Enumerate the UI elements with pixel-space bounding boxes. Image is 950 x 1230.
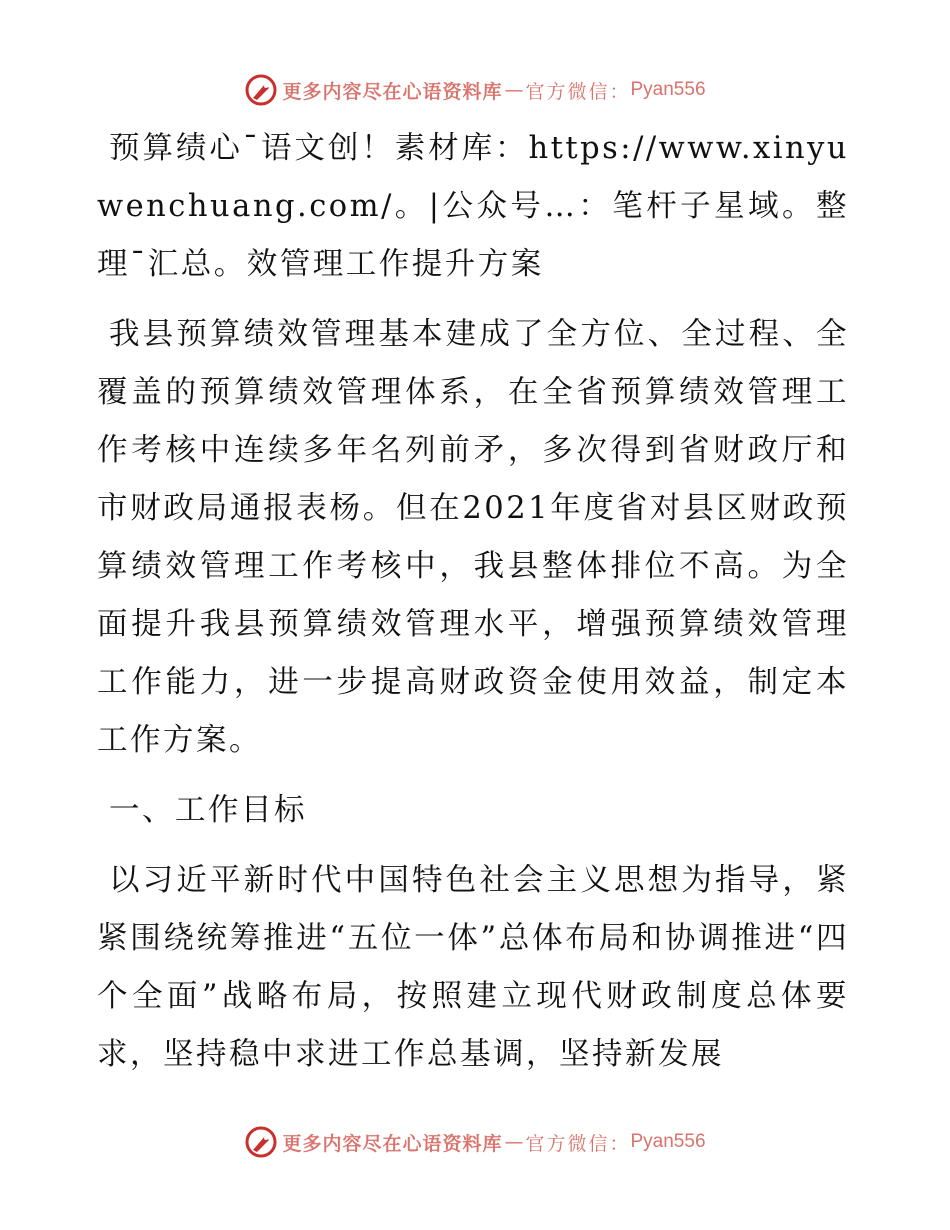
banner-slogan: 更多内容尽在心语资料库 — [282, 80, 503, 103]
banner-official-label: 官方微信： — [525, 1132, 631, 1155]
banner-dash: — — [504, 79, 524, 101]
pen-nib-circle-icon — [244, 73, 278, 107]
banner-wechat-id: Pyan556 — [630, 1131, 706, 1152]
pen-nib-circle-icon — [244, 1125, 278, 1159]
banner-slogan: 更多内容尽在心语资料库 — [282, 1132, 503, 1155]
section-heading: 一、工作目标 — [109, 793, 307, 828]
document-title: 预算绩心¯语文创！素材库：https://www.xinyuwenchuang.com/。|公众号…：笔杆子星域。整理¯汇总。效管理工作提升方案 — [97, 131, 849, 282]
header-banner — [0, 70, 950, 110]
intro-paragraph: 我县预算绩效管理基本建成了全方位、全过程、全覆盖的预算绩效管理体系，在全省预算绩效管理工作考核中连续多年名列前矛，多次得到省财政厅和市财政局通报表杨。但在2021年度省对县区财政预算绩效管理工作考核中，我县整体排位不高。为全面提升我县预算绩效管理水平，增强预算绩效管理工作能力，进一步提高财政资金使用效益，制定本工作方案。 — [97, 317, 849, 758]
document-body — [97, 120, 849, 1084]
banner-official-label: 官方微信： — [525, 80, 631, 103]
banner-wechat-id: Pyan556 — [630, 79, 706, 100]
banner-dash: — — [504, 1131, 524, 1153]
footer-banner — [0, 1122, 950, 1162]
section-paragraph: 以习近平新时代中国特色社会主义思想为指导，紧紧围绕统筹推进“五位一体”总体布局和协调推进“四个全面”战略布局，按照建立现代财政制度总体要求，坚持稳中求进工作总基调，坚持新发展 — [97, 863, 849, 1072]
